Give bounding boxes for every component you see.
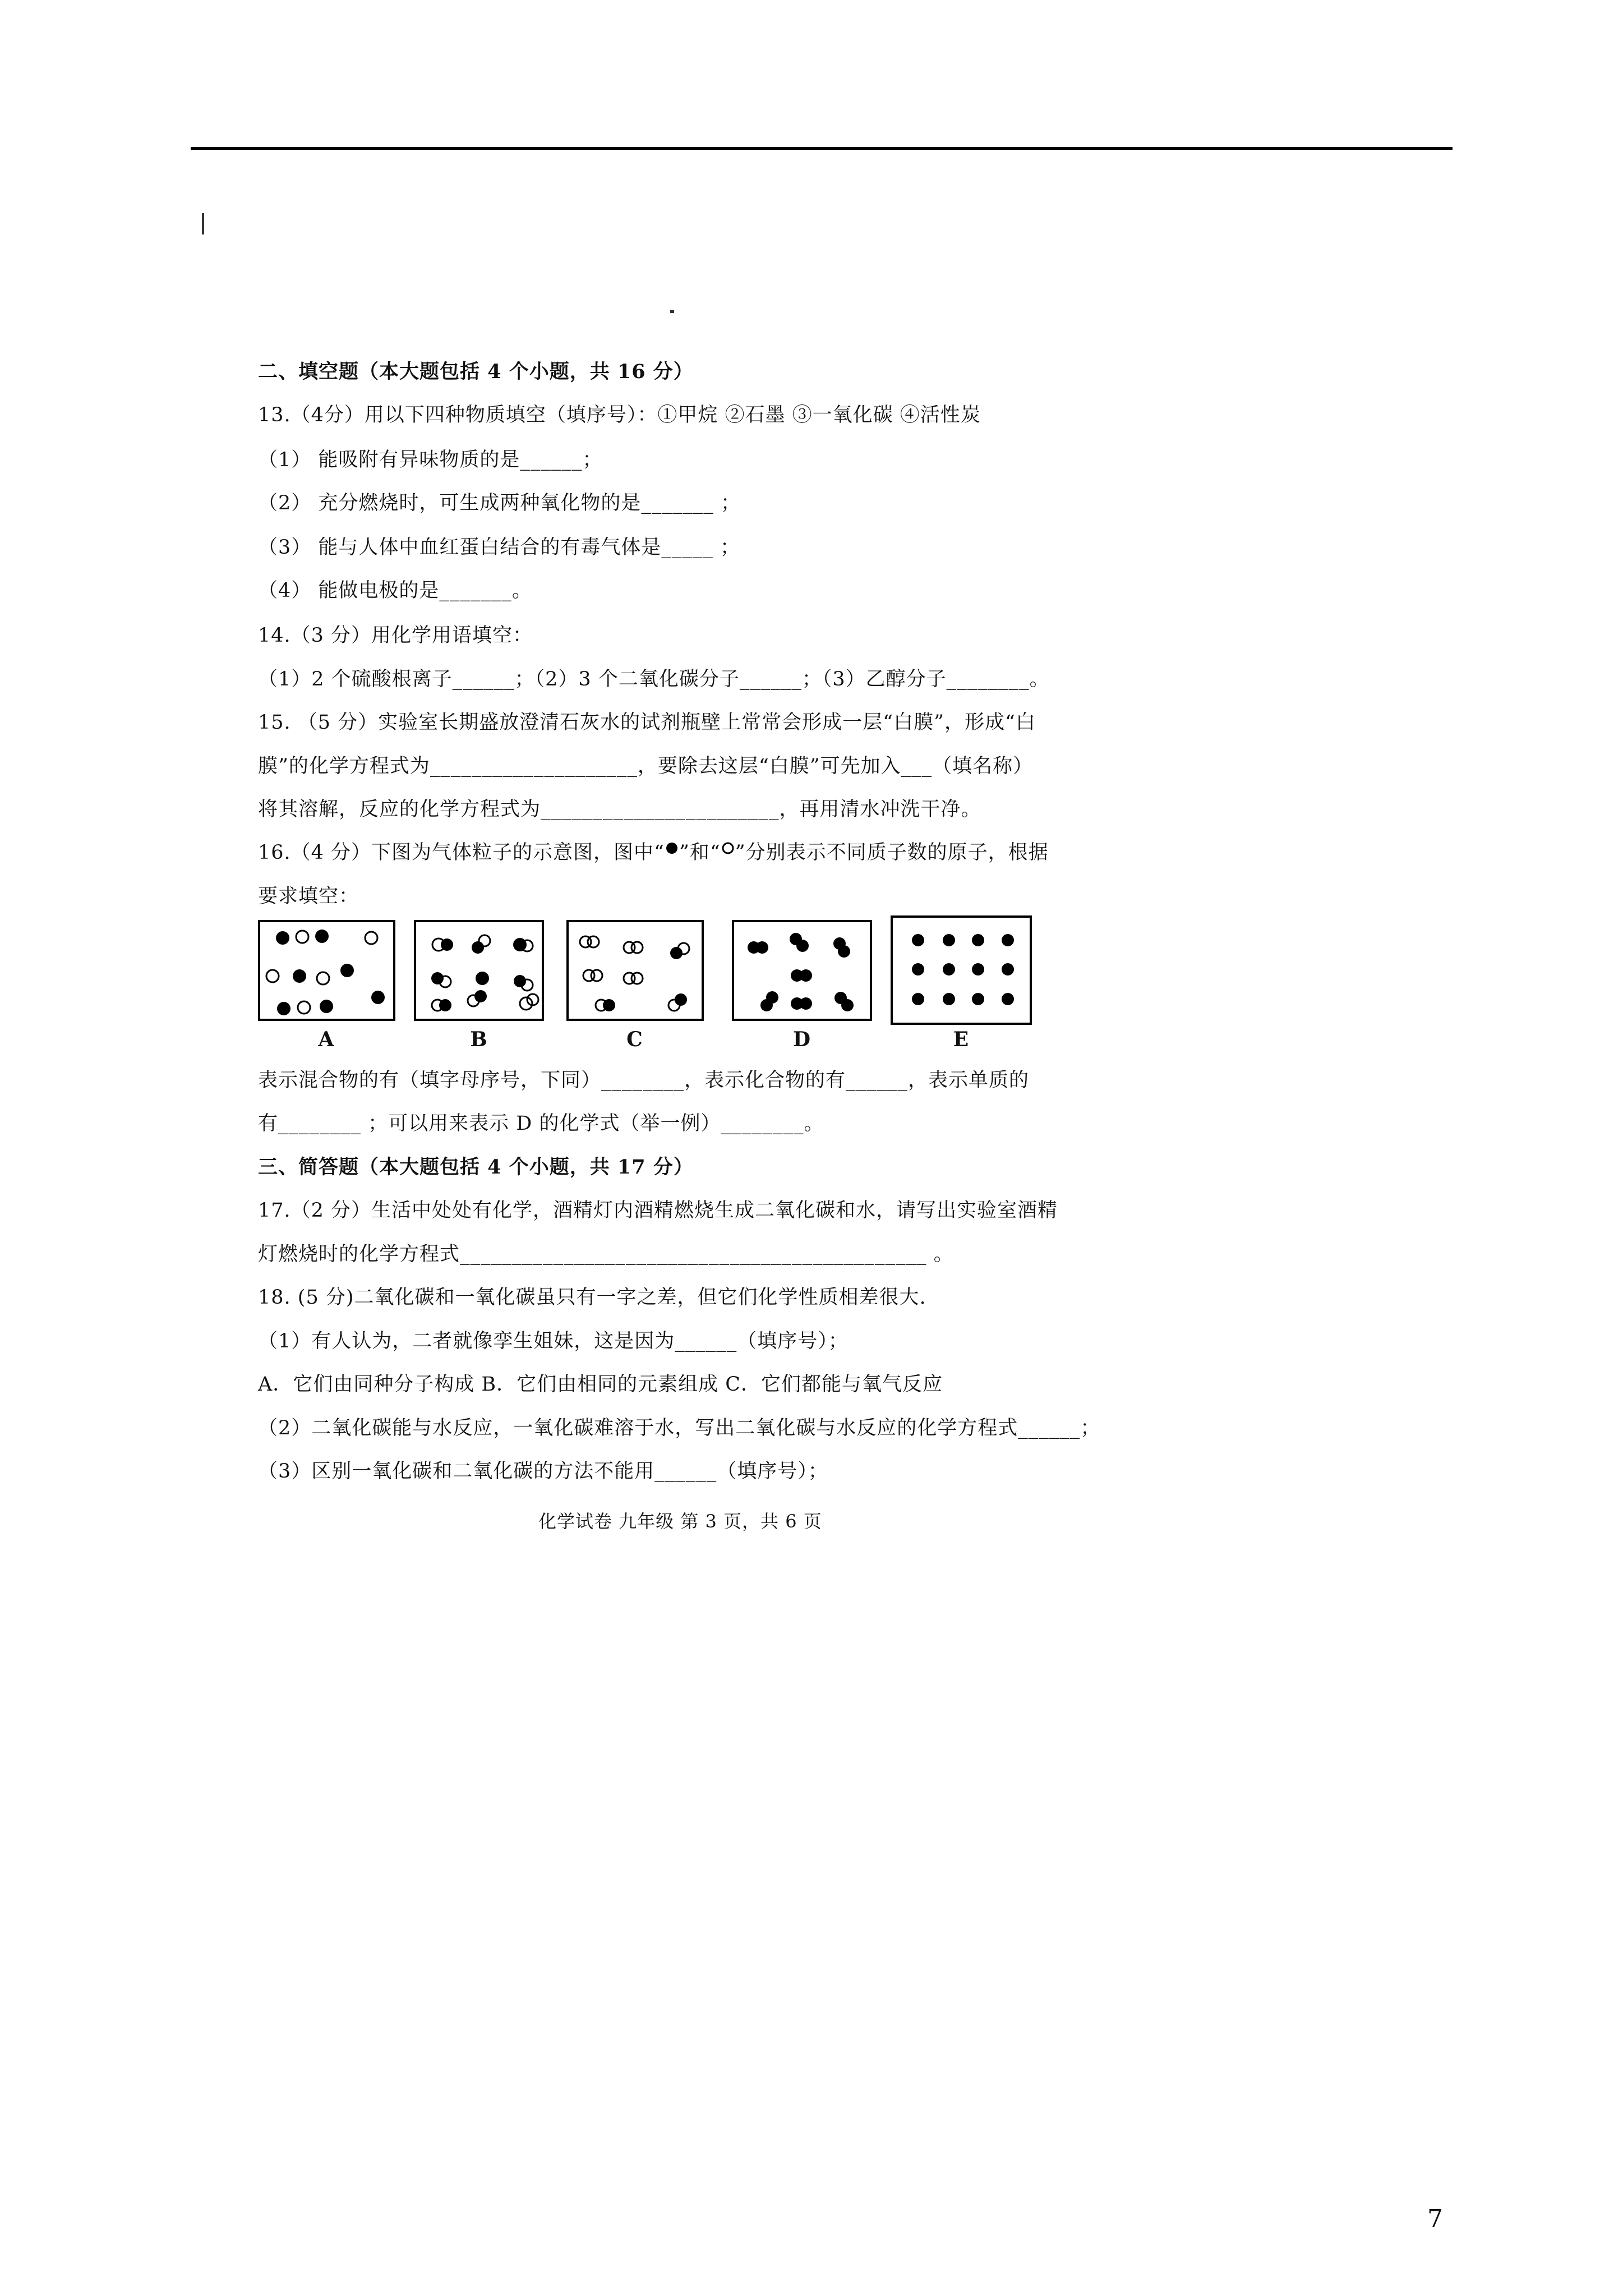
page-number: 7 — [1427, 2205, 1443, 2233]
q18-line: （1）有人认为，二者就像孪生姐妹，这是因为______（填序号）； — [258, 1330, 849, 1352]
q18-line: （3）区别一氧化碳和二氧化碳的方法不能用______（填序号）； — [258, 1460, 828, 1483]
particle-box-d — [732, 920, 872, 1021]
q17-line: 灯燃烧时的化学方程式_____________________________________________ 。 — [258, 1243, 954, 1266]
q13-item: （4） 能做电极的是_______。 — [258, 579, 532, 602]
q15-line: 15. （5 分）实验室长期盛放澄清石灰水的试剂瓶壁上常常会形成一层“白膜”，形成“白 — [258, 711, 1036, 734]
section-heading-short-answer: 三、简答题（本大题包括 4 个小题，共 17 分） — [258, 1156, 694, 1179]
q14-items: （1）2 个硫酸根离子______；（2）3 个二氧化碳分子______；（3）乙醇分子________。 — [258, 668, 1050, 691]
scan-mark — [670, 310, 674, 313]
q17-line: 17.（2 分）生活中处处有化学，酒精灯内酒精燃烧生成二氧化碳和水，请写出实验室酒精 — [258, 1199, 1058, 1222]
q15-line: 将其溶解，反应的化学方程式为_______________________，再用清水冲洗干净。 — [258, 798, 981, 821]
q18-line: A．它们由同种分子构成 B．它们由相同的元素组成 C．它们都能与氧气反应 — [258, 1373, 943, 1396]
q16-stem-line2: 要求填空： — [258, 885, 359, 908]
particle-box-b — [414, 920, 544, 1021]
q13-item: （3） 能与人体中血红蛋白结合的有毒气体是_____ ； — [258, 536, 741, 559]
q16-answer-line: 表示混合物的有（填字母序号，下同）________，表示化合物的有______，表示单质的 — [258, 1069, 1030, 1092]
hollow-atom-icon — [721, 841, 735, 855]
particle-box-a — [258, 920, 395, 1021]
particle-box-e — [891, 915, 1032, 1025]
particle-box-c — [566, 920, 704, 1021]
q16-stem-part: ”和“ — [679, 841, 721, 864]
page-footer: 化学试卷 九年级 第 3 页，共 6 页 — [538, 1511, 822, 1532]
box-label-c: C — [626, 1028, 643, 1051]
q16-stem-part: ”分别表示不同质子数的原子，根据 — [735, 841, 1049, 864]
q16-stem-part: 16.（4 分）下图为气体粒子的示意图，图中“ — [258, 841, 665, 864]
box-label-a: A — [318, 1028, 335, 1051]
q18-line: （2）二氧化碳能与水反应，一氧化碳难溶于水，写出二氧化碳与水反应的化学方程式______； — [258, 1417, 1101, 1439]
filled-atom-icon — [665, 841, 679, 855]
q16-answer-line: 有________ ；可以用来表示 D 的化学式（举一例）________。 — [258, 1112, 824, 1135]
q18-line: 18. (5 分)二氧化碳和一氧化碳虽只有一字之差，但它们化学性质相差很大. — [258, 1286, 926, 1309]
box-label-e: E — [953, 1028, 970, 1051]
q16-stem — [258, 840, 1049, 866]
q13-stem: 13.（4分）用以下四种物质填空（填序号）：①甲烷 ②石墨 ③一氧化碳 ④活性炭 — [258, 404, 981, 426]
scan-mark — [202, 213, 204, 234]
section-heading-fill-in: 二、填空题（本大题包括 4 个小题，共 16 分） — [258, 360, 694, 383]
q14-stem: 14.（3 分）用化学用语填空： — [258, 624, 533, 647]
header-rule — [191, 147, 1453, 150]
q13-item: （1） 能吸附有异味物质的是______； — [258, 449, 603, 471]
q15-line: 膜”的化学方程式为____________________，要除去这层“白膜”可先加入___（填名称） — [258, 755, 1034, 777]
box-label-b: B — [470, 1028, 488, 1051]
box-label-d: D — [792, 1028, 811, 1051]
q13-item: （2） 充分燃烧时，可生成两种氧化物的是_______ ； — [258, 492, 741, 514]
particle-diagram — [258, 914, 1043, 1060]
